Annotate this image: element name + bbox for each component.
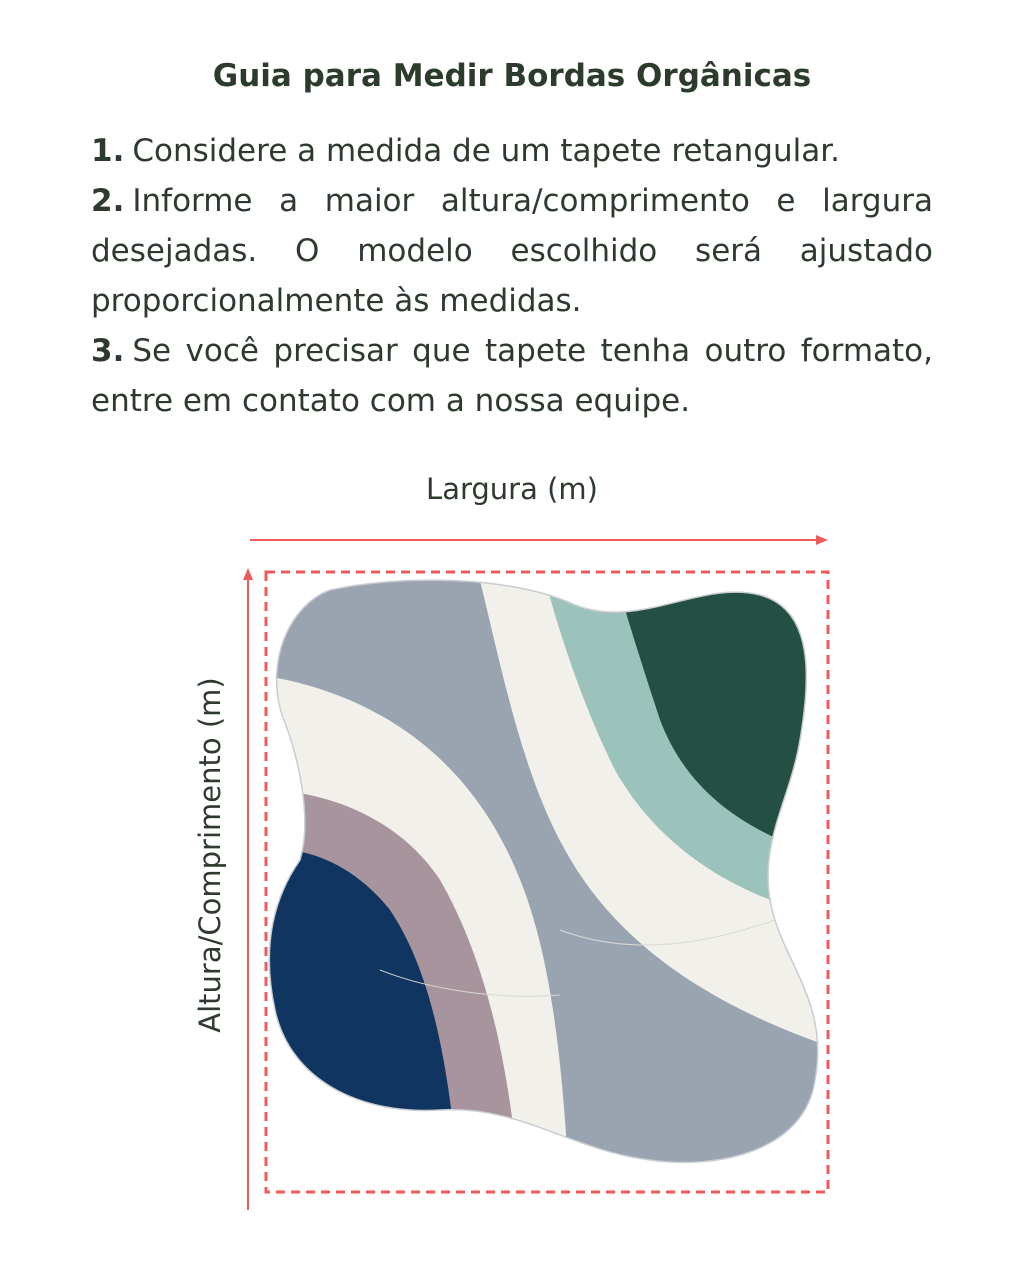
step-text: Considere a medida de um tapete retangular. bbox=[132, 133, 840, 169]
step-number: 1. bbox=[91, 133, 125, 169]
height-label: Altura/Comprimento (m) bbox=[193, 677, 227, 1033]
step-text: Se você precisar que tapete tenha outro formato, entre em contato com a nossa equipe. bbox=[91, 333, 933, 419]
step-number: 3. bbox=[91, 333, 125, 369]
rug-shape bbox=[260, 560, 840, 1200]
step-text: Informe a maior altura/comprimento e largura desejadas. O modelo escolhido será ajustado proporcionalmente às medidas. bbox=[91, 183, 933, 319]
width-arrow bbox=[250, 535, 828, 545]
height-arrow bbox=[243, 568, 253, 1210]
page-title: Guia para Medir Bordas Orgânicas bbox=[212, 58, 812, 94]
width-label: Largura (m) bbox=[426, 472, 598, 506]
step-number: 2. bbox=[91, 183, 125, 219]
